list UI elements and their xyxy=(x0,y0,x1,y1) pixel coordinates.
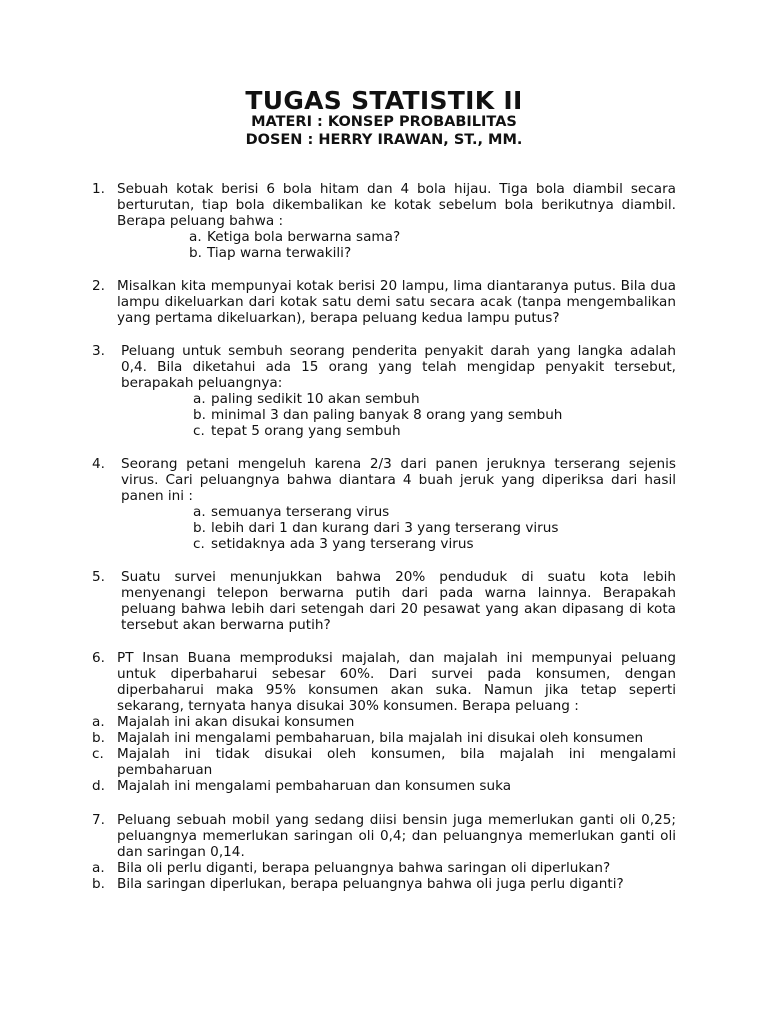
sub-item xyxy=(193,520,676,536)
sub-item-letter: c. xyxy=(193,423,205,439)
sub-item-letter: b. xyxy=(193,407,206,423)
sub-item-letter: d. xyxy=(92,778,105,794)
question-7 xyxy=(92,812,676,892)
sub-item xyxy=(92,746,676,778)
sub-item-text: tepat 5 orang yang sembuh xyxy=(211,423,401,439)
sub-item xyxy=(193,504,676,520)
question-number: 2. xyxy=(92,278,105,294)
question-number: 4. xyxy=(92,456,105,472)
sub-item-letter: a. xyxy=(92,860,105,876)
sub-item xyxy=(193,391,676,407)
sub-item-text: paling sedikit 10 akan sembuh xyxy=(211,391,420,407)
sub-item-text: lebih dari 1 dan kurang dari 3 yang terserang virus xyxy=(211,520,559,536)
sub-item-letter: c. xyxy=(92,746,104,762)
sub-item-text: Bila saringan diperlukan, berapa peluangnya bahwa oli juga perlu diganti? xyxy=(117,876,624,892)
document-title: TUGAS STATISTIK II xyxy=(245,86,523,115)
question-text: Suatu survei menunjukkan bahwa 20% penduduk di suatu kota lebih menyenangi telepon berwarna putih dari pada warna lainnya. Berapakah peluang bahwa lebih dari setengah dari 20 pesawat yang akan dipasang di kota tersebut akan berwarna putih? xyxy=(121,569,676,633)
sub-item-letter: a. xyxy=(193,504,206,520)
sub-item xyxy=(193,423,676,439)
sub-item-letter: b. xyxy=(193,520,206,536)
question-3 xyxy=(92,343,676,439)
question-number: 5. xyxy=(92,569,105,585)
question-number: 7. xyxy=(92,812,105,828)
sub-item-letter: b. xyxy=(92,730,105,746)
question-text: PT Insan Buana memproduksi majalah, dan majalah ini mempunyai peluang untuk diperbaharui sebesar 60%. Dari survei pada konsumen, dengan diperbaharui maka 95% konsumen akan suka. Namun jika tetap seperti sekarang, ternyata hanya disukai 30% konsumen. Berapa peluang : xyxy=(117,650,676,714)
sub-item xyxy=(92,876,676,892)
question-number: 6. xyxy=(92,650,105,666)
sub-item-text: semuanya terserang virus xyxy=(211,504,390,520)
sub-item-letter: a. xyxy=(92,714,105,730)
question-text: Peluang untuk sembuh seorang penderita penyakit darah yang langka adalah 0,4. Bila diketahui ada 15 orang yang telah mengidap penyakit tersebut, berapakah peluangnya: xyxy=(121,343,676,391)
question-text: Peluang sebuah mobil yang sedang diisi bensin juga memerlukan ganti oli 0,25; peluangnya memerlukan saringan oli 0,4; dan peluangnya memerlukan ganti oli dan saringan 0,14. xyxy=(117,812,676,860)
sub-item-text: setidaknya ada 3 yang terserang virus xyxy=(211,536,474,552)
sub-item-text: minimal 3 dan paling banyak 8 orang yang sembuh xyxy=(211,407,563,423)
question-list xyxy=(92,181,676,909)
sub-item xyxy=(189,245,676,261)
sub-item xyxy=(92,730,676,746)
sub-item-text: Ketiga bola berwarna sama? xyxy=(207,229,401,245)
dosen-subtitle: DOSEN : HERRY IRAWAN, ST., MM. xyxy=(245,132,523,148)
sub-item xyxy=(193,536,676,552)
sub-item-letter: b. xyxy=(92,876,105,892)
sub-item-letter: c. xyxy=(193,536,205,552)
sub-item-letter: a. xyxy=(193,391,206,407)
question-6 xyxy=(92,650,676,794)
sub-item-text: Majalah ini mengalami pembaharuan, bila majalah ini disukai oleh konsumen xyxy=(117,730,644,746)
sub-item xyxy=(92,714,676,730)
sub-item xyxy=(193,407,676,423)
question-number: 1. xyxy=(92,181,105,197)
sub-item xyxy=(189,229,676,245)
question-1 xyxy=(92,181,676,261)
question-number: 3. xyxy=(92,343,105,359)
sub-item xyxy=(92,778,676,794)
sub-item-text: Majalah ini akan disukai konsumen xyxy=(117,714,355,730)
sub-item-letter: b. xyxy=(189,245,202,261)
sub-item-text: Tiap warna terwakili? xyxy=(207,245,352,261)
sub-item xyxy=(92,860,676,876)
sub-item-text: Bila oli perlu diganti, berapa peluangnya bahwa saringan oli diperlukan? xyxy=(117,860,611,876)
question-text: Sebuah kotak berisi 6 bola hitam dan 4 bola hijau. Tiga bola diambil secara berturutan, tiap bola dikembalikan ke kotak sebelum bola berikutnya diambil. Berapa peluang bahwa : xyxy=(117,181,676,229)
question-text: Misalkan kita mempunyai kotak berisi 20 lampu, lima diantaranya putus. Bila dua lampu dikeluarkan dari kotak satu demi satu secara acak (tanpa mengembalikan yang pertama dikeluarkan), berapa peluang kedua lampu putus? xyxy=(117,278,676,326)
question-text: Seorang petani mengeluh karena 2/3 dari panen jeruknya terserang sejenis virus. Cari peluangnya bahwa diantara 4 buah jeruk yang diperiksa dari hasil panen ini : xyxy=(121,456,676,504)
question-5 xyxy=(92,569,676,633)
question-4 xyxy=(92,456,676,552)
sub-item-letter: a. xyxy=(189,229,202,245)
question-2 xyxy=(92,278,676,326)
sub-item-text: Majalah ini tidak disukai oleh konsumen, bila majalah ini mengalami pembaharuan xyxy=(117,746,676,778)
sub-item-text: Majalah ini mengalami pembaharuan dan konsumen suka xyxy=(117,778,512,794)
materi-subtitle: MATERI : KONSEP PROBABILITAS xyxy=(251,114,517,130)
